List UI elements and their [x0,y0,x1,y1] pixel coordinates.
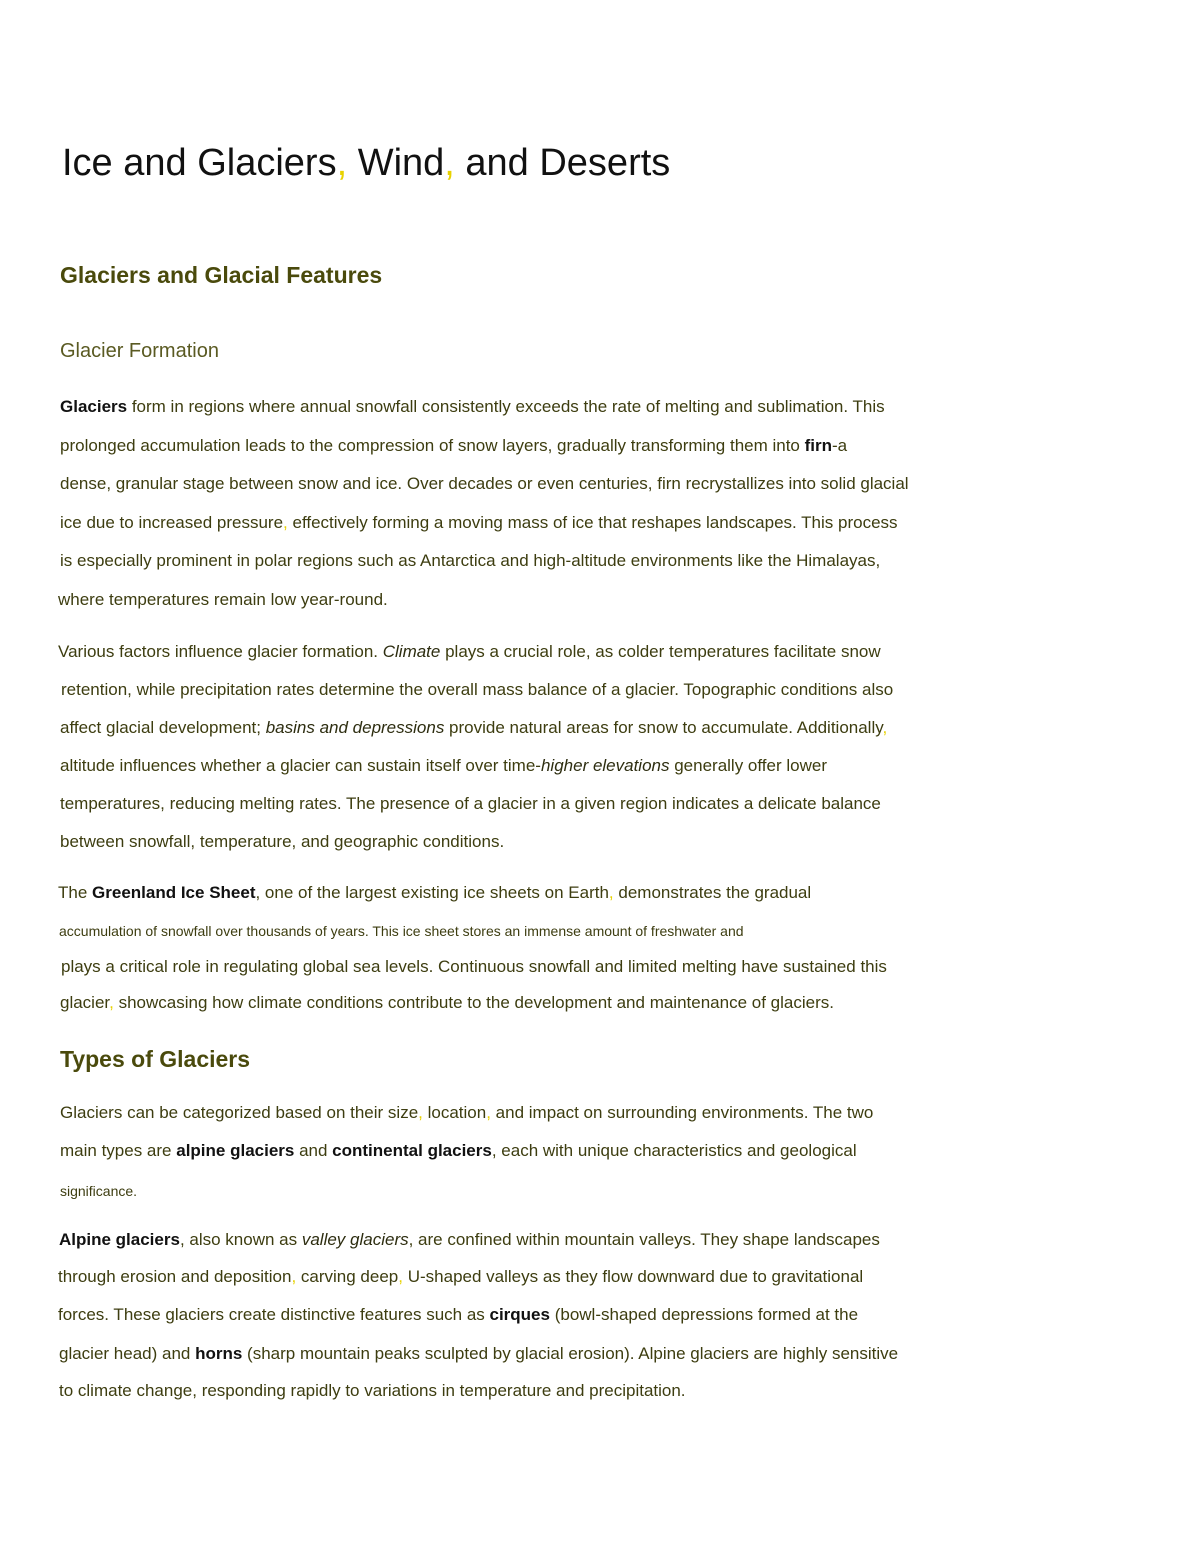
text-line: plays a critical role in regulating global sea levels. Continuous snowfall and limited melting have sustained this [61,957,887,976]
text-line: accumulation of snowfall over thousands of years. This ice sheet stores an immense amount of freshwater and [59,923,744,939]
text-line: to climate change, responding rapidly to variations in temperature and precipitation. [59,1381,686,1400]
text-line: between snowfall, temperature, and geographic conditions. [60,832,505,851]
text-line: forces. These glaciers create distinctive features such as cirques (bowl-shaped depressions formed at the [58,1305,859,1324]
text-line: is especially prominent in polar regions such as Antarctica and high-altitude environments like the Himalayas, [60,551,881,570]
text-line: through erosion and deposition, carving deep, U-shaped valleys as they flow downward due to gravitational [58,1267,864,1286]
text-line: Alpine glaciers, also known as valley glaciers, are confined within mountain valleys. They shape landscapes [59,1230,880,1249]
section-heading-glaciers-features: Glaciers and Glacial Features [60,262,383,288]
text-line: prolonged accumulation leads to the compression of snow layers, gradually transforming them into firn-a [60,436,848,455]
text-line: glacier head) and horns (sharp mountain peaks sculpted by glacial erosion). Alpine glaciers are highly sensitive [59,1344,899,1363]
text-line: altitude influences whether a glacier can sustain itself over time-higher elevations generally offer lower [60,756,827,775]
text-line: The Greenland Ice Sheet, one of the largest existing ice sheets on Earth, demonstrates the gradual [58,883,812,902]
section-heading-types-of-glaciers: Types of Glaciers [60,1046,251,1072]
text-line: affect glacial development; basins and depressions provide natural areas for snow to accumulate. Additionally, [60,718,888,737]
text-line: dense, granular stage between snow and ice. Over decades or even centuries, firn recrystallizes into solid glacial [60,474,909,493]
text-line: where temperatures remain low year-round. [58,590,388,609]
text-line: temperatures, reducing melting rates. The presence of a glacier in a given region indicates a delicate balance [60,794,881,813]
text-line: Various factors influence glacier formation. Climate plays a crucial role, as colder temperatures facilitate snow [58,642,881,661]
text-line: retention, while precipitation rates determine the overall mass balance of a glacier. Topographic conditions also [61,680,894,699]
text-line: significance. [60,1183,138,1199]
document-title: Ice and Glaciers, Wind, and Deserts [62,142,671,184]
subheading-glacier-formation: Glacier Formation [60,340,219,362]
text-line: Glaciers form in regions where annual snowfall consistently exceeds the rate of melting and sublimation. This [60,397,885,416]
text-line: glacier, showcasing how climate conditions contribute to the development and maintenance of glaciers. [60,993,834,1012]
text-line: main types are alpine glaciers and continental glaciers, each with unique characteristics and geological [60,1141,857,1160]
text-line: Glaciers can be categorized based on their size, location, and impact on surrounding environments. The two [60,1103,874,1122]
text-line: ice due to increased pressure, effectively forming a moving mass of ice that reshapes landscapes. This process [60,513,898,532]
